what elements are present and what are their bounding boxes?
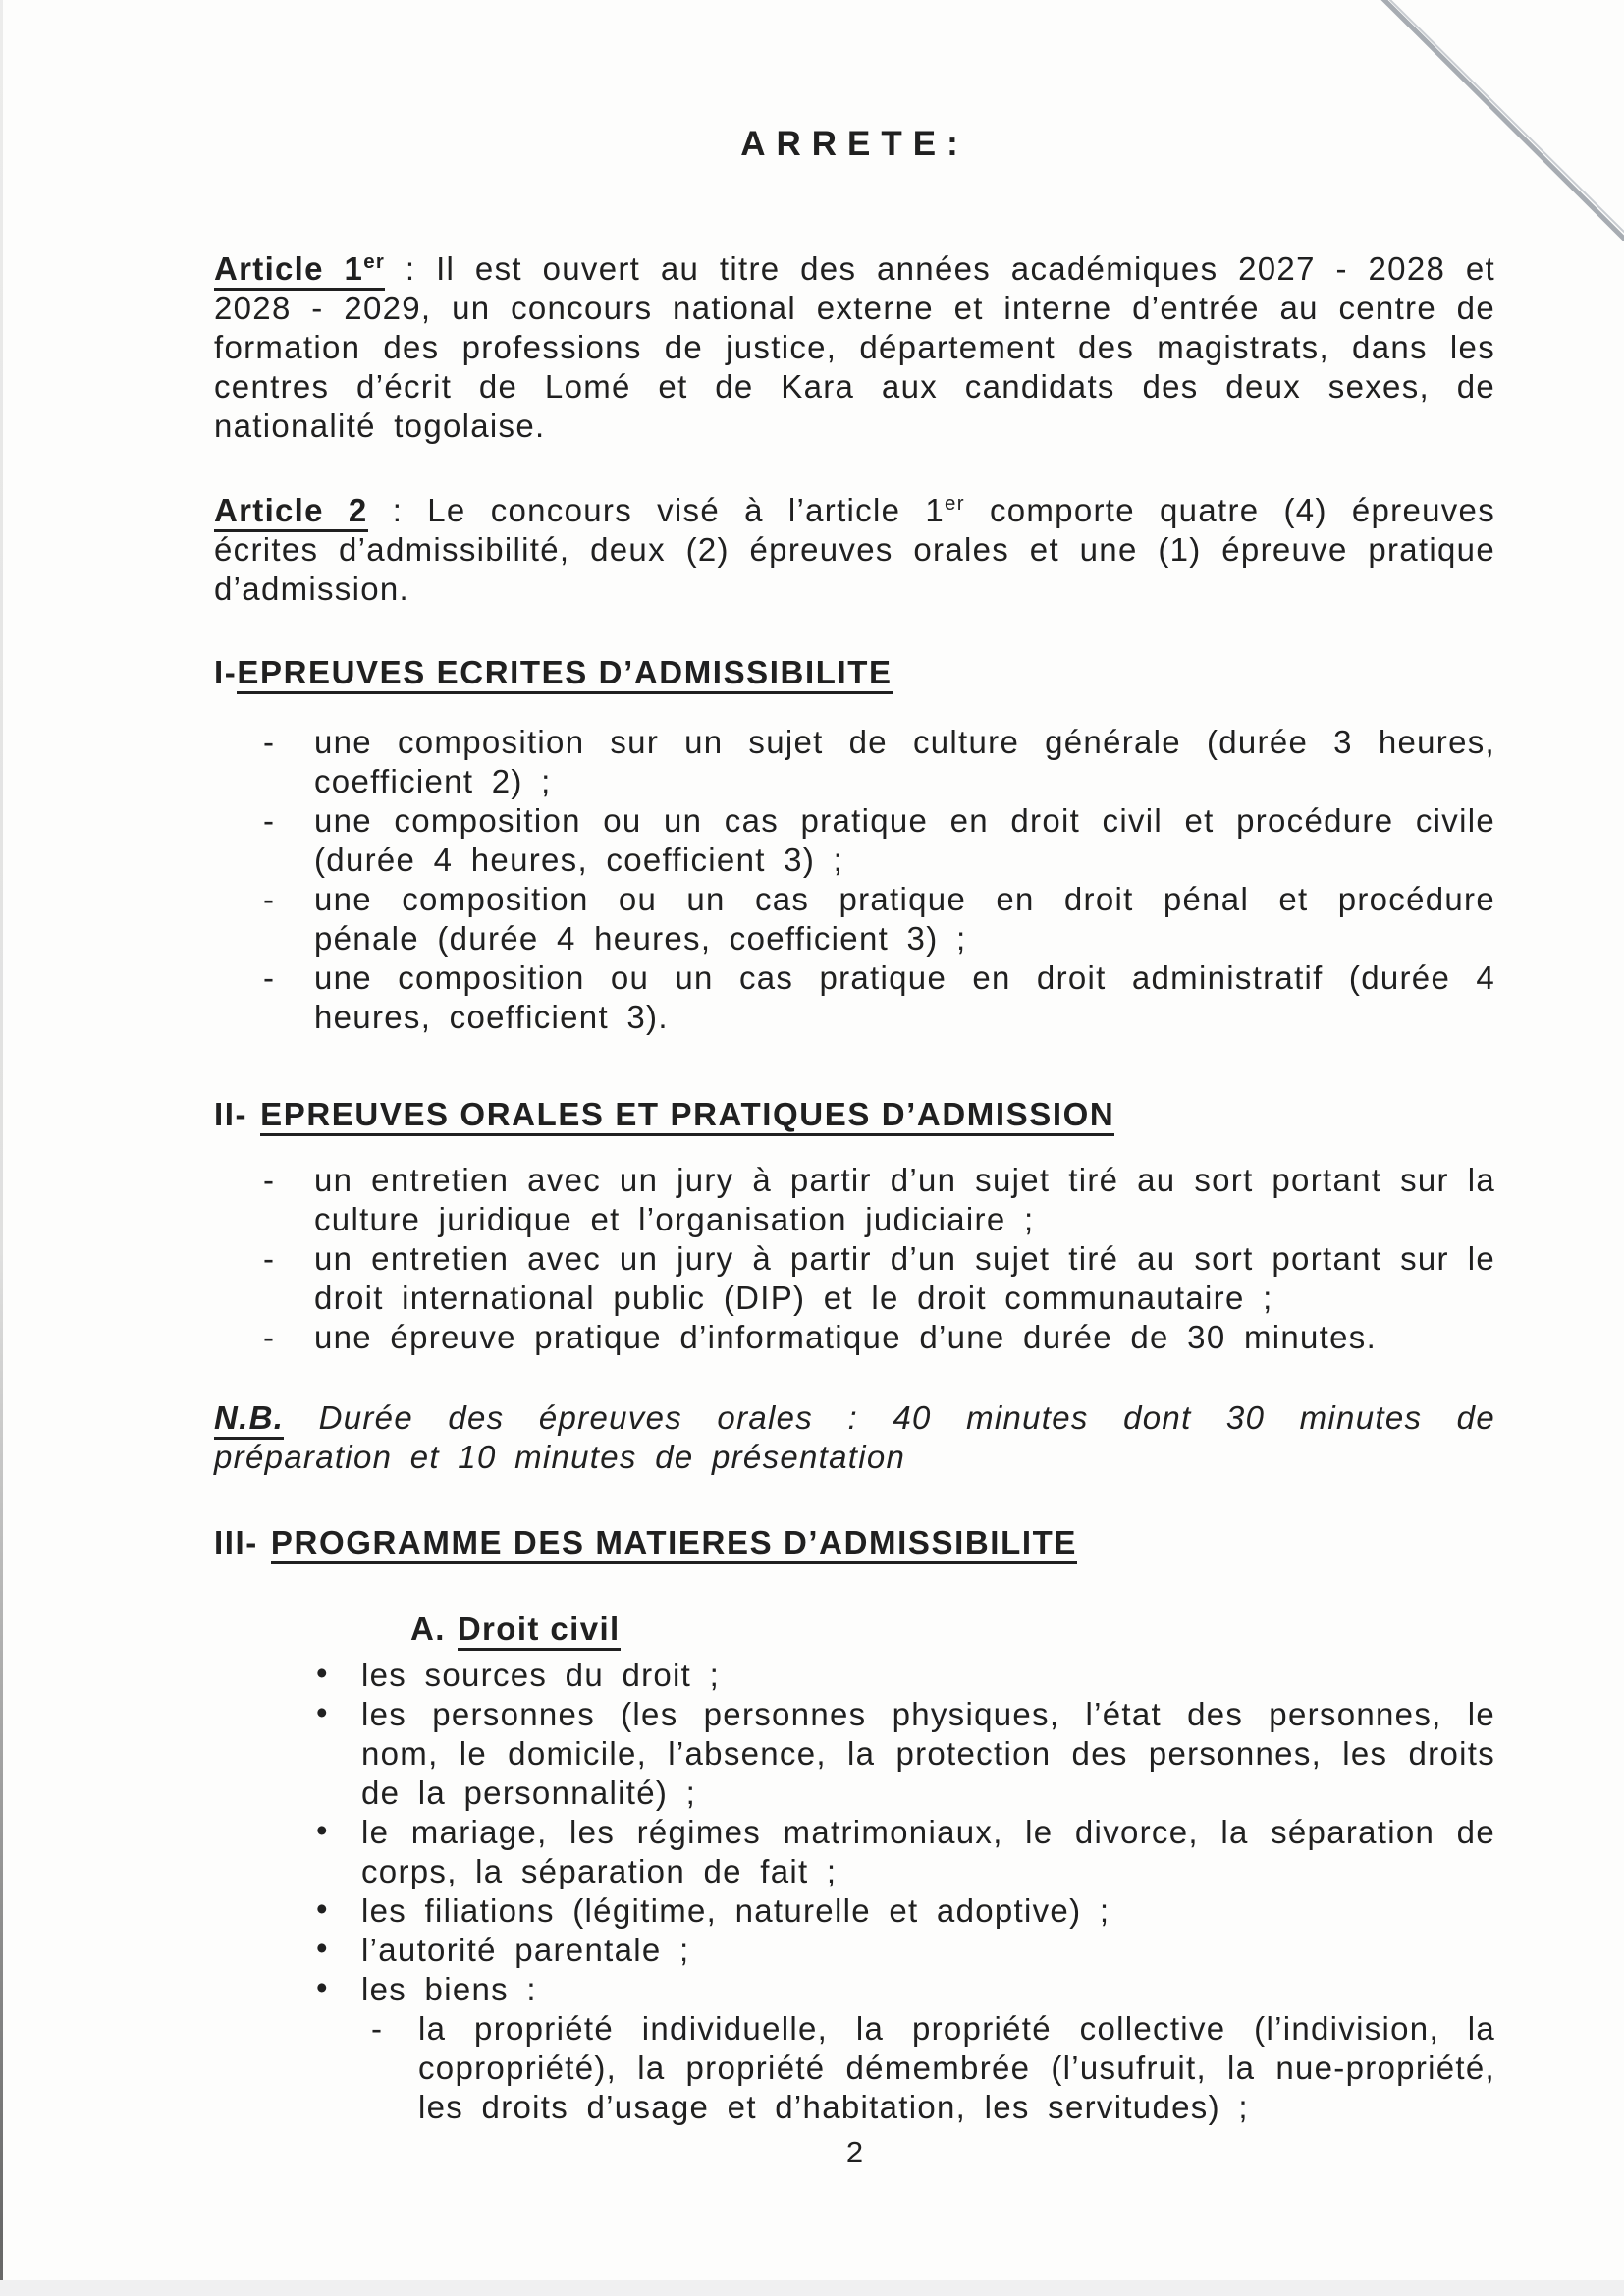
list-item-text: une composition ou un cas pratique en droit administratif (durée 4 heures, coefficient 3). (314, 959, 1495, 1035)
round-bullet-marker: • (316, 1969, 329, 2005)
list-item-text: les biens : (361, 1971, 537, 2007)
section-1-numeral: I- (214, 654, 238, 690)
nota-bene-paragraph (214, 1398, 1495, 1477)
list-item-text: un entretien avec un jury à partir d’un sujet tiré au sort portant sur le droit international public (DIP) et le droit communautaire ; (314, 1240, 1495, 1316)
list-item (214, 880, 1495, 958)
section-2-numeral: II- (214, 1096, 248, 1132)
dash-bullet-marker: - (263, 1162, 276, 1198)
nota-bene-text: Durée des épreuves orales : 40 minutes dont 30 minutes de préparation et 10 minutes de présentation (214, 1399, 1495, 1475)
dash-bullet-marker: - (263, 959, 276, 996)
list-item-text: une composition ou un cas pratique en droit civil et procédure civile (durée 4 heures, coefficient 3) ; (314, 802, 1495, 878)
section-3-heading (214, 1522, 1495, 1563)
list-item (214, 1239, 1495, 1318)
article-2-superscript: er (945, 492, 965, 515)
article-2-paragraph (214, 491, 1495, 609)
list-item (214, 1695, 1495, 1813)
dash-bullet-marker: - (371, 2010, 384, 2047)
round-bullet-marker: • (316, 1930, 329, 1966)
dash-bullet-marker: - (263, 881, 276, 917)
round-bullet-marker: • (316, 1694, 329, 1730)
list-item-text: une composition sur un sujet de culture générale (durée 3 heures, coefficient 2) ; (314, 724, 1495, 799)
list-item (214, 1813, 1495, 1891)
section-2-heading (214, 1094, 1495, 1135)
list-item-text: une composition ou un cas pratique en droit pénal et procédure pénale (durée 4 heures, coefficient 3) ; (314, 881, 1495, 957)
list-item (214, 1318, 1495, 1357)
list-item-text: l’autorité parentale ; (361, 1932, 690, 1968)
dash-bullet-marker: - (263, 1319, 276, 1355)
list-item (214, 1931, 1495, 1970)
list-item (214, 1891, 1495, 1931)
article-2-body-end: comporte quatre (4) épreuves écrites d’admissibilité, deux (2) épreuves orales et une (1) épreuve pratique d’admission. (214, 492, 1495, 607)
subsection-a-label: A. (410, 1611, 446, 1647)
list-item (214, 801, 1495, 880)
article-1-body: : Il est ouvert au titre des années académiques 2027 - 2028 et 2028 - 2029, un concours national externe et interne d’entrée au centre de formation des professions de justice, département des magistrats, dans les centres d’écrit de Lomé et de Kara aux candidats des deux sexes, de nationalité togolaise. (214, 250, 1495, 444)
scanner-bottom-strip (0, 2280, 1624, 2296)
list-item-text: les filiations (légitime, naturelle et adoptive) ; (361, 1892, 1110, 1929)
section-2-title: EPREUVES ORALES ET PRATIQUES D’ADMISSION (260, 1096, 1114, 1136)
section-1-list (214, 723, 1495, 1037)
list-item-text: les sources du droit ; (361, 1657, 721, 1693)
article-2-body-start: : Le concours visé à l’article 1 (367, 492, 946, 528)
list-item-text: les personnes (les personnes physiques, l’état des personnes, le nom, le domicile, l’absence, la protection des personnes, les droits de la personnalité) ; (361, 1696, 1495, 1811)
article-1-superscript: er (363, 250, 386, 273)
list-item-text: un entretien avec un jury à partir d’un sujet tiré au sort portant sur la culture juridique et l’organisation judiciaire ; (314, 1162, 1495, 1237)
dash-bullet-marker: - (263, 724, 276, 760)
droit-civil-list (214, 1656, 1495, 2127)
article-1-label: Article 1er (214, 250, 385, 291)
section-3-title: PROGRAMME DES MATIERES D’ADMISSIBILITE (271, 1524, 1077, 1564)
subsection-a-title: Droit civil (458, 1611, 621, 1651)
subsection-a-heading (410, 1609, 1495, 1650)
section-2-list (214, 1161, 1495, 1357)
list-item-text: la propriété individuelle, la propriété collective (l’indivision, la copropriété), la propriété démembrée (l’usufruit, la nue-propriété, les droits d’usage et d’habitation, les servitudes) ; (418, 2010, 1495, 2125)
round-bullet-marker: • (316, 1812, 329, 1848)
section-1-title: EPREUVES ECRITES D’ADMISSIBILITE (237, 654, 892, 694)
list-sub-item (214, 2009, 1495, 2127)
dash-bullet-marker: - (263, 802, 276, 839)
section-1-heading (214, 652, 1495, 693)
list-item-text: le mariage, les régimes matrimoniaux, le divorce, la séparation de corps, la séparation de fait ; (361, 1814, 1495, 1889)
list-item (214, 723, 1495, 801)
nota-bene-label: N.B. (214, 1399, 284, 1440)
article-1-paragraph (214, 249, 1495, 446)
dash-bullet-marker: - (263, 1240, 276, 1277)
page-title: ARRETE: (740, 125, 969, 163)
list-item (214, 1161, 1495, 1239)
round-bullet-marker: • (316, 1655, 329, 1691)
list-item-text: une épreuve pratique d’informatique d’une durée de 30 minutes. (314, 1319, 1378, 1355)
article-2-label: Article 2 (214, 492, 368, 532)
page-number: 2 (845, 2135, 864, 2169)
list-item (214, 1656, 1495, 1695)
round-bullet-marker: • (316, 1890, 329, 1927)
list-item (214, 958, 1495, 1037)
section-3-numeral: III- (214, 1524, 258, 1560)
list-item (214, 1970, 1495, 2009)
